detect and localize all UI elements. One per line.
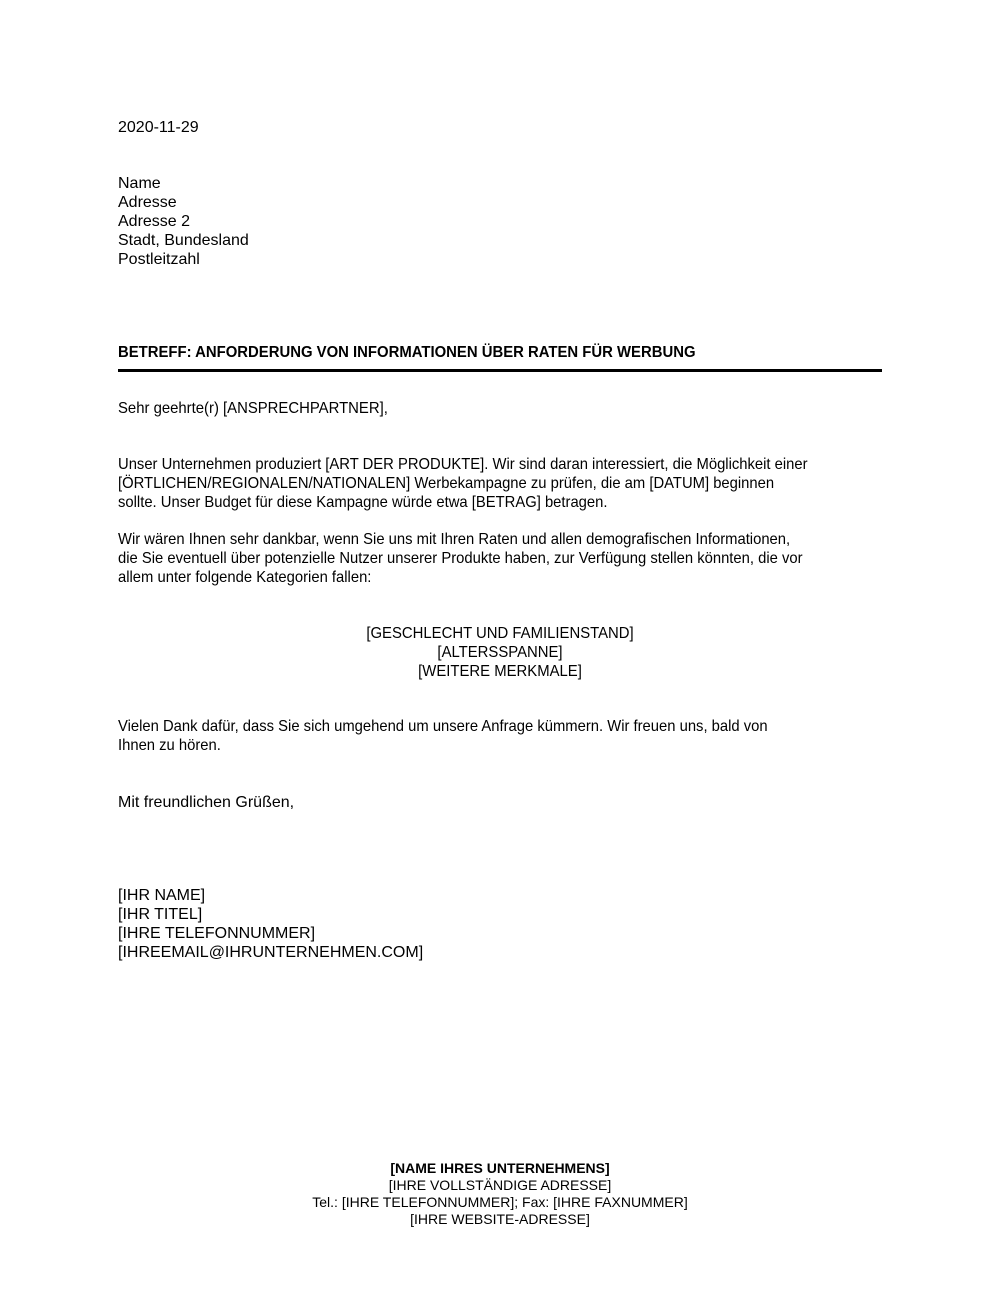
- subject-line: BETREFF: ANFORDERUNG VON INFORMATIONEN ÜBER RATEN FÜR WERBUNG: [118, 344, 696, 361]
- category-item: [WEITERE MERKMALE]: [418, 663, 582, 680]
- signature-block: [118, 886, 423, 962]
- paragraph-line: sollte. Unser Budget für diese Kampagne würde etwa [BETRAG] betragen.: [118, 494, 608, 511]
- category-item: [ALTERSSPANNE]: [437, 644, 563, 661]
- sender-name: [IHR NAME]: [118, 887, 206, 904]
- category-item: [GESCHLECHT UND FAMILIENSTAND]: [366, 625, 634, 642]
- recipient-name: Name: [118, 175, 161, 192]
- recipient-address: [118, 174, 249, 269]
- footer-website: [IHRE WEBSITE-ADRESSE]: [410, 1211, 590, 1227]
- paragraph-line: Wir wären Ihnen sehr dankbar, wenn Sie uns mit Ihren Raten und allen demografischen Informationen,: [118, 531, 791, 548]
- footer-address: [IHRE VOLLSTÄNDIGE ADRESSE]: [388, 1177, 612, 1193]
- paragraph-line: die Sie eventuell über potenzielle Nutzer unserer Produkte haben, zur Verfügung stellen könnten, die vor: [118, 550, 803, 567]
- recipient-postal-code: Postleitzahl: [118, 251, 200, 268]
- body-paragraph-3: [118, 717, 820, 755]
- letterhead-footer: [0, 1160, 1000, 1228]
- body-paragraph-2: [118, 530, 858, 587]
- sender-title: [IHR TITEL]: [118, 906, 203, 923]
- footer-company-name: [NAME IHRES UNTERNEHMENS]: [390, 1160, 610, 1176]
- paragraph-line: allem unter folgende Kategorien fallen:: [118, 569, 372, 586]
- body-paragraph-1: [118, 455, 863, 512]
- closing: Mit freundlichen Grüßen,: [118, 794, 295, 811]
- subject-divider: [118, 369, 882, 372]
- sender-email: [IHREEMAIL@IHRUNTERNEHMEN.COM]: [118, 944, 424, 961]
- salutation: Sehr geehrte(r) [ANSPRECHPARTNER],: [118, 400, 388, 417]
- paragraph-line: Ihnen zu hören.: [118, 737, 221, 754]
- recipient-address-line-1: Adresse: [118, 194, 177, 211]
- paragraph-line: [ÖRTLICHEN/REGIONALEN/NATIONALEN] Werbekampagne zu prüfen, die am [DATUM] beginnen: [118, 475, 775, 492]
- letter-date: 2020-11-29: [118, 119, 199, 136]
- footer-contact: Tel.: [IHRE TELEFONNUMMER]; Fax: [IHRE FAXNUMMER]: [312, 1194, 688, 1210]
- category-list: [0, 624, 1000, 681]
- recipient-address-line-2: Adresse 2: [118, 213, 191, 230]
- recipient-city-state: Stadt, Bundesland: [118, 232, 249, 249]
- paragraph-line: Unser Unternehmen produziert [ART DER PRODUKTE]. Wir sind daran interessiert, die Möglichkeit einer: [118, 456, 808, 473]
- sender-phone: [IHRE TELEFONNUMMER]: [118, 925, 316, 942]
- paragraph-line: Vielen Dank dafür, dass Sie sich umgehend um unsere Anfrage kümmern. Wir freuen uns, bald von: [118, 718, 768, 735]
